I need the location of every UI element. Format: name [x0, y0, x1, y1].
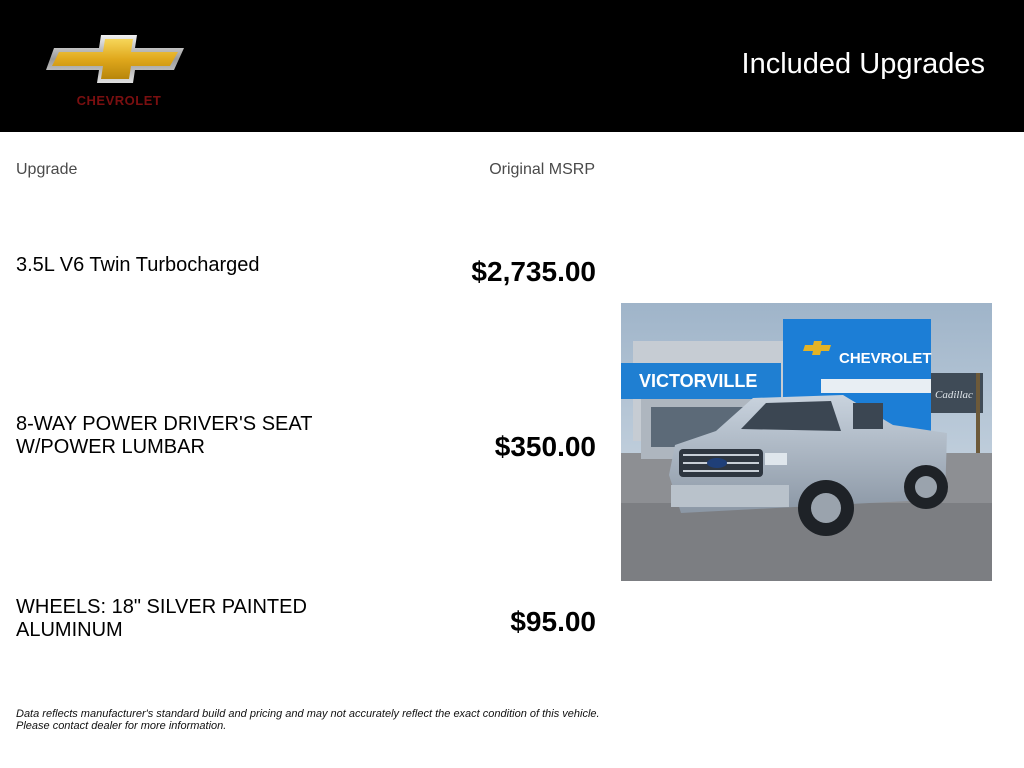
upgrade-name: 3.5L V6 Twin Turbocharged	[16, 254, 260, 276]
page-title: Included Upgrades	[741, 48, 985, 80]
disclaimer-line: Please contact dealer for more information.	[16, 720, 227, 732]
upgrade-price: $2,735.00	[471, 256, 596, 287]
upgrade-name: WHEELS: 18" SILVER PAINTED ALUMINUM	[16, 596, 307, 641]
chevrolet-logo	[44, 33, 194, 111]
upgrade-price: $95.00	[510, 606, 596, 637]
disclaimer	[16, 708, 616, 732]
column-header-upgrade: Upgrade	[16, 161, 78, 178]
cadillac-sign-text: Cadillac	[935, 389, 973, 401]
brand-sign-text: CHEVROLET	[839, 350, 932, 367]
column-header-msrp: Original MSRP	[489, 161, 595, 178]
dealer-sign-text: VICTORVILLE	[639, 371, 758, 391]
disclaimer-line: Data reflects manufacturer's standard build and pricing and may not accurately reflect the exact condition of this vehicle.	[16, 708, 600, 720]
vehicle-photo	[621, 303, 992, 581]
logo-wordmark: CHEVROLET	[76, 93, 162, 108]
page-header	[0, 0, 1024, 132]
bowtie-icon	[44, 33, 194, 93]
upgrade-name: 8-WAY POWER DRIVER'S SEAT W/POWER LUMBAR	[16, 413, 313, 458]
upgrade-price: $350.00	[494, 431, 596, 462]
